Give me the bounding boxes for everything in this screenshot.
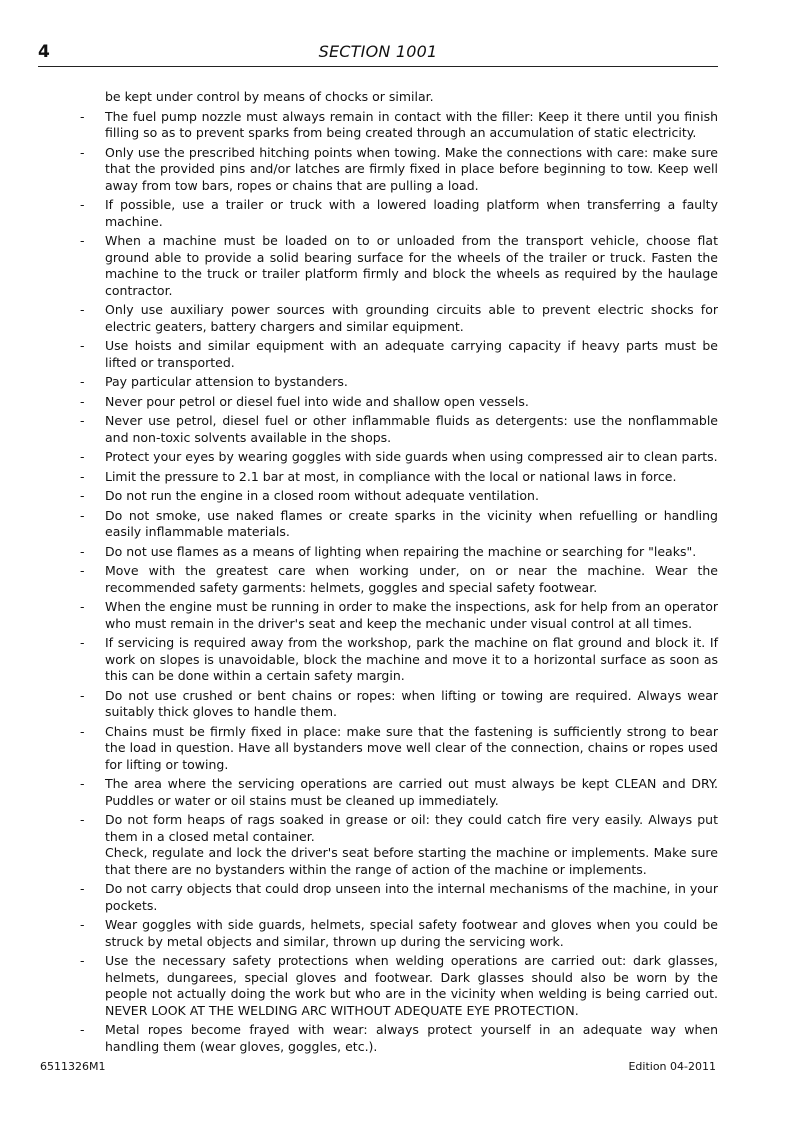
list-item-text: When a machine must be loaded on to or unloaded from the transport vehicle, choose flat ground able to provide a solid bearing surface for the wheels of the trailer or truck. Fasten the machine to the truck or trailer platform firmly and block the wheels as required by the haulage contractor. xyxy=(105,233,718,298)
document-code: 6511326M1 xyxy=(40,1060,106,1073)
list-item xyxy=(80,469,718,486)
list-item xyxy=(80,812,718,878)
bullet-dash: - xyxy=(80,108,85,124)
list-item xyxy=(80,635,718,685)
list-item-text: If servicing is required away from the workshop, park the machine on flat ground and block it. If work on slopes is unavoidable, block the machine and move it to a horizontal surface as soon as this can be done within a certain safety margin. xyxy=(105,635,718,683)
list-item xyxy=(80,776,718,809)
bullet-dash: - xyxy=(80,881,85,896)
bullet-dash: - xyxy=(80,507,85,523)
list-item xyxy=(80,394,718,411)
bullet-dash: - xyxy=(80,776,85,791)
list-item-text: Use the necessary safety protections when welding operations are carried out: dark glasses, helmets, dungarees, special gloves and footwear. Dark glasses should also be worn by the people not actually doing the work but who are in the vicinity when welding is being carried out. NEVER LOOK AT THE WELDING ARC WITHOUT ADEQUATE EYE PROTECTION. xyxy=(105,953,718,1018)
list-item-text: Wear goggles with side guards, helmets, special safety footwear and gloves when you could be struck by metal objects and similar, thrown up during the servicing work. xyxy=(105,917,718,949)
bullet-dash: - xyxy=(80,812,85,827)
list-item-text: The area where the servicing operations are carried out must always be kept CLEAN and DRY. Puddles or water or oil stains must be cleaned up immediately. xyxy=(105,776,718,808)
bullet-dash: - xyxy=(80,449,85,464)
section-title: SECTION 1001 xyxy=(318,42,438,61)
list-item xyxy=(80,563,718,596)
list-item xyxy=(80,374,718,391)
list-item xyxy=(80,508,718,541)
list-item xyxy=(80,599,718,632)
bullet-dash: - xyxy=(80,413,85,428)
bullet-dash: - xyxy=(80,635,85,650)
intro-paragraph: be kept under control by means of chocks or similar. xyxy=(105,89,434,104)
bullet-dash: - xyxy=(80,233,85,248)
list-item xyxy=(80,953,718,1019)
list-item-text: Only use auxiliary power sources with grounding circuits able to prevent electric shocks for electric geaters, battery chargers and similar equipment. xyxy=(105,302,718,334)
bullet-dash: - xyxy=(80,543,85,559)
list-item xyxy=(80,413,718,446)
list-item xyxy=(80,302,718,335)
safety-list xyxy=(80,109,718,1056)
list-item xyxy=(80,881,718,914)
list-item xyxy=(80,197,718,230)
list-item xyxy=(80,917,718,950)
bullet-dash: - xyxy=(80,687,85,703)
list-item-text: Limit the pressure to 2.1 bar at most, in compliance with the local or national laws in force. xyxy=(105,468,677,484)
bullet-dash: - xyxy=(80,338,85,353)
list-item-text: Never use petrol, diesel fuel or other inflammable fluids as detergents: use the nonflammable and non-toxic solvents available in the shops. xyxy=(105,413,718,445)
list-item xyxy=(80,233,718,299)
list-item-text: Never pour petrol or diesel fuel into wide and shallow open vessels. xyxy=(105,393,529,409)
list-item-text: When the engine must be running in order to make the inspections, ask for help from an operator who must remain in the driver's seat and keep the mechanic under visual control at all times. xyxy=(105,599,718,631)
bullet-dash: - xyxy=(80,393,85,409)
list-item-text: Do not carry objects that could drop unseen into the internal mechanisms of the machine, in your pockets. xyxy=(105,881,718,913)
list-item xyxy=(80,544,718,561)
list-item xyxy=(80,1022,718,1055)
list-item xyxy=(80,338,718,371)
list-item xyxy=(80,488,718,505)
list-item-text: Do not use flames as a means of lighting when repairing the machine or searching for "leaks". xyxy=(105,543,697,559)
list-item-text: Do not run the engine in a closed room without adequate ventilation. xyxy=(105,488,539,503)
list-item-text: Do not smoke, use naked flames or create sparks in the vicinity when refuelling or handling easily inflammable materials. xyxy=(105,507,718,539)
list-item-text: Do not form heaps of rags soaked in grease or oil: they could catch fire very easily. Always put them in a closed metal container. xyxy=(105,812,718,844)
bullet-dash: - xyxy=(80,374,85,389)
list-item-text: Metal ropes become frayed with wear: always protect yourself in an adequate way when handling them (wear gloves, goggles, etc.). xyxy=(105,1022,718,1054)
edition-label: Edition 04-2011 xyxy=(628,1060,716,1073)
bullet-dash: - xyxy=(80,599,85,614)
list-item-text: Move with the greatest care when working under, on or near the machine. Wear the recommended safety garments: helmets, goggles and special safety footwear. xyxy=(105,563,718,595)
list-item-text-continued: Check, regulate and lock the driver's seat before starting the machine or implements. Make sure that there are no bystanders within the range of action of the machine or implements. xyxy=(105,845,718,877)
list-item-text: The fuel pump nozzle must always remain in contact with the filler: Keep it there until you finish filling so as to prevent sparks from being created through an accumulation of static electricity. xyxy=(105,108,718,140)
bullet-dash: - xyxy=(80,917,85,932)
safety-instructions xyxy=(80,89,718,1058)
list-item xyxy=(80,449,718,466)
bullet-dash: - xyxy=(80,563,85,578)
list-item-text: Use hoists and similar equipment with an adequate carrying capacity if heavy parts must be lifted or transported. xyxy=(105,338,718,370)
list-item-text: Chains must be firmly fixed in place: make sure that the fastening is sufficiently strong to bear the load in question. Have all bystanders move well clear of the connection, chains or ropes used for lifting or towing. xyxy=(105,723,718,772)
list-item xyxy=(80,688,718,721)
list-item-text: Only use the prescribed hitching points when towing. Make the connections with care: make sure that the provided pins and/or latches are firmly fixed in place before beginning to tow. Keep well away from tow bars, ropes or chains that are pulling a load. xyxy=(105,144,718,193)
bullet-dash: - xyxy=(80,197,85,212)
list-item xyxy=(80,145,718,195)
bullet-dash: - xyxy=(80,723,85,739)
bullet-dash: - xyxy=(80,488,85,503)
page-header xyxy=(38,40,718,67)
list-item xyxy=(80,109,718,142)
list-item xyxy=(80,724,718,774)
bullet-dash: - xyxy=(80,468,85,484)
list-item-text: Do not use crushed or bent chains or ropes: when lifting or towing are required. Always wear suitably thick gloves to handle them. xyxy=(105,687,718,719)
list-item-text: Pay particular attension to bystanders. xyxy=(105,374,348,389)
bullet-dash: - xyxy=(80,302,85,317)
bullet-dash: - xyxy=(80,1022,85,1037)
list-item-text: Protect your eyes by wearing goggles with side guards when using compressed air to clean parts. xyxy=(105,449,718,464)
bullet-dash: - xyxy=(80,144,85,160)
list-item-text: If possible, use a trailer or truck with a lowered loading platform when transferring a faulty machine. xyxy=(105,197,718,229)
page-number: 4 xyxy=(38,42,50,62)
bullet-dash: - xyxy=(80,953,85,968)
